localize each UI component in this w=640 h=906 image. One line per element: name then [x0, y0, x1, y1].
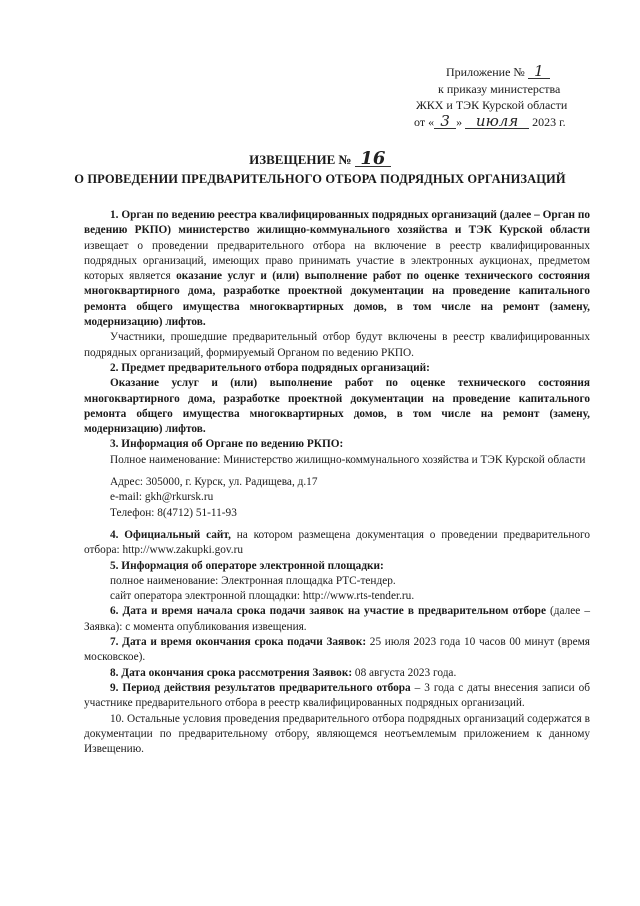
section-1: 1. Орган по ведению реестра квалифицированных подрядных организаций (далее – Орган по ведению РКПО) министерство жилищно-коммунального хозяйства и ТЭК Курской области извещает о проведении предварительного отбора на включение в реестр квалифицированных подрядных организаций, имеющих право принимать участие в электронных аукционах, предметом которых является оказание услуг и (или) выполнение работ по оценке технического состояния многоквартирного дома, разработке проектной документации на проведение капитального ремонта общего имущества многоквартирных домов, в том числе на ремонт (замену, модернизацию) лифтов.	[84, 209, 590, 329]
appendix-label: Приложение №	[446, 65, 525, 79]
notice-body	[84, 208, 590, 757]
section-3-address: Адрес: 305000, г. Курск, ул. Радищева, д.17	[110, 476, 318, 489]
appendix-number-handwritten: 1	[528, 64, 550, 79]
notice-title: ИЗВЕЩЕНИЕ № 16	[0, 152, 640, 168]
section-5-heading: 5. Информация об операторе электронной площадки:	[110, 559, 384, 572]
section-3-name: Полное наименование: Министерство жилищно-коммунального хозяйства и ТЭК Курской области	[110, 453, 586, 466]
notice-number-handwritten: 16	[355, 152, 391, 167]
appendix-number-line	[388, 64, 588, 81]
section-5-site: сайт оператора электронной площадки: http://www.rts-tender.ru.	[110, 590, 415, 603]
appendix-order-line: к приказу министерства	[438, 81, 561, 96]
appendix-month-handwritten: июля	[465, 114, 529, 129]
section-8: 8. Дата окончания срока рассмотрения Заявок: 08 августа 2023 года.	[110, 666, 457, 679]
appendix-year: 2023 г.	[532, 114, 566, 129]
section-2-heading: 2. Предмет предварительного отбора подрядных организаций:	[110, 361, 430, 374]
section-5-name: полное наименование: Электронная площадка РТС-тендер.	[110, 574, 396, 587]
appendix-header	[388, 64, 588, 130]
section-1-participants: Участники, прошедшие предварительный отбор будут включены в реестр квалифицированных подрядных организаций, формируемый Органом по ведению РКПО.	[84, 331, 590, 359]
appendix-ministry-line: ЖКХ и ТЭК Курской области	[416, 98, 568, 112]
section-3-heading: 3. Информация об Органе по ведению РКПО:	[110, 438, 344, 451]
section-10: 10. Остальные условия проведения предварительного отбора подрядных организаций содержатся в документации по предварительному отбору, являющемся неотъемлемым приложением к данному Извещению.	[84, 712, 590, 756]
section-2-text: Оказание услуг и (или) выполнение работ по оценке технического состояния многоквартирного дома, разработке проектной документации на проведение капитального ремонта общего имущества многоквартирных домов, в том числе на ремонт (замену, модернизацию) лифтов.	[84, 377, 590, 436]
section-3-phone: Телефон: 8(4712) 51-11-93	[110, 506, 237, 519]
section-3-email: e-mail: gkh@rkursk.ru	[110, 491, 214, 504]
section-9: 9. Период действия результатов предварительного отбора – 3 года с даты внесения записи об участнике предварительного отбора в реестр квалифицированных подрядных организаций.	[84, 681, 590, 710]
section-4: 4. Официальный сайт, на котором размещена документация о проведении предварительного отбора: http://www.zakupki.gov.ru	[84, 528, 591, 557]
notice-subtitle: О ПРОВЕДЕНИИ ПРЕДВАРИТЕЛЬНОГО ОТБОРА ПОДРЯДНЫХ ОРГАНИЗАЦИЙ	[74, 172, 566, 186]
section-7: 7. Дата и время окончания срока подачи Заявок: 25 июля 2023 года 10 часов 00 минут (время московское).	[84, 636, 590, 664]
appendix-date-line: от « 3 » июля 2023 г.	[414, 111, 566, 130]
appendix-day-handwritten: 3	[434, 114, 456, 129]
section-6: 6. Дата и время начала срока подачи заявок на участие в предварительном отборе (далее – Заявка): с момента опубликования извещения.	[84, 605, 590, 633]
